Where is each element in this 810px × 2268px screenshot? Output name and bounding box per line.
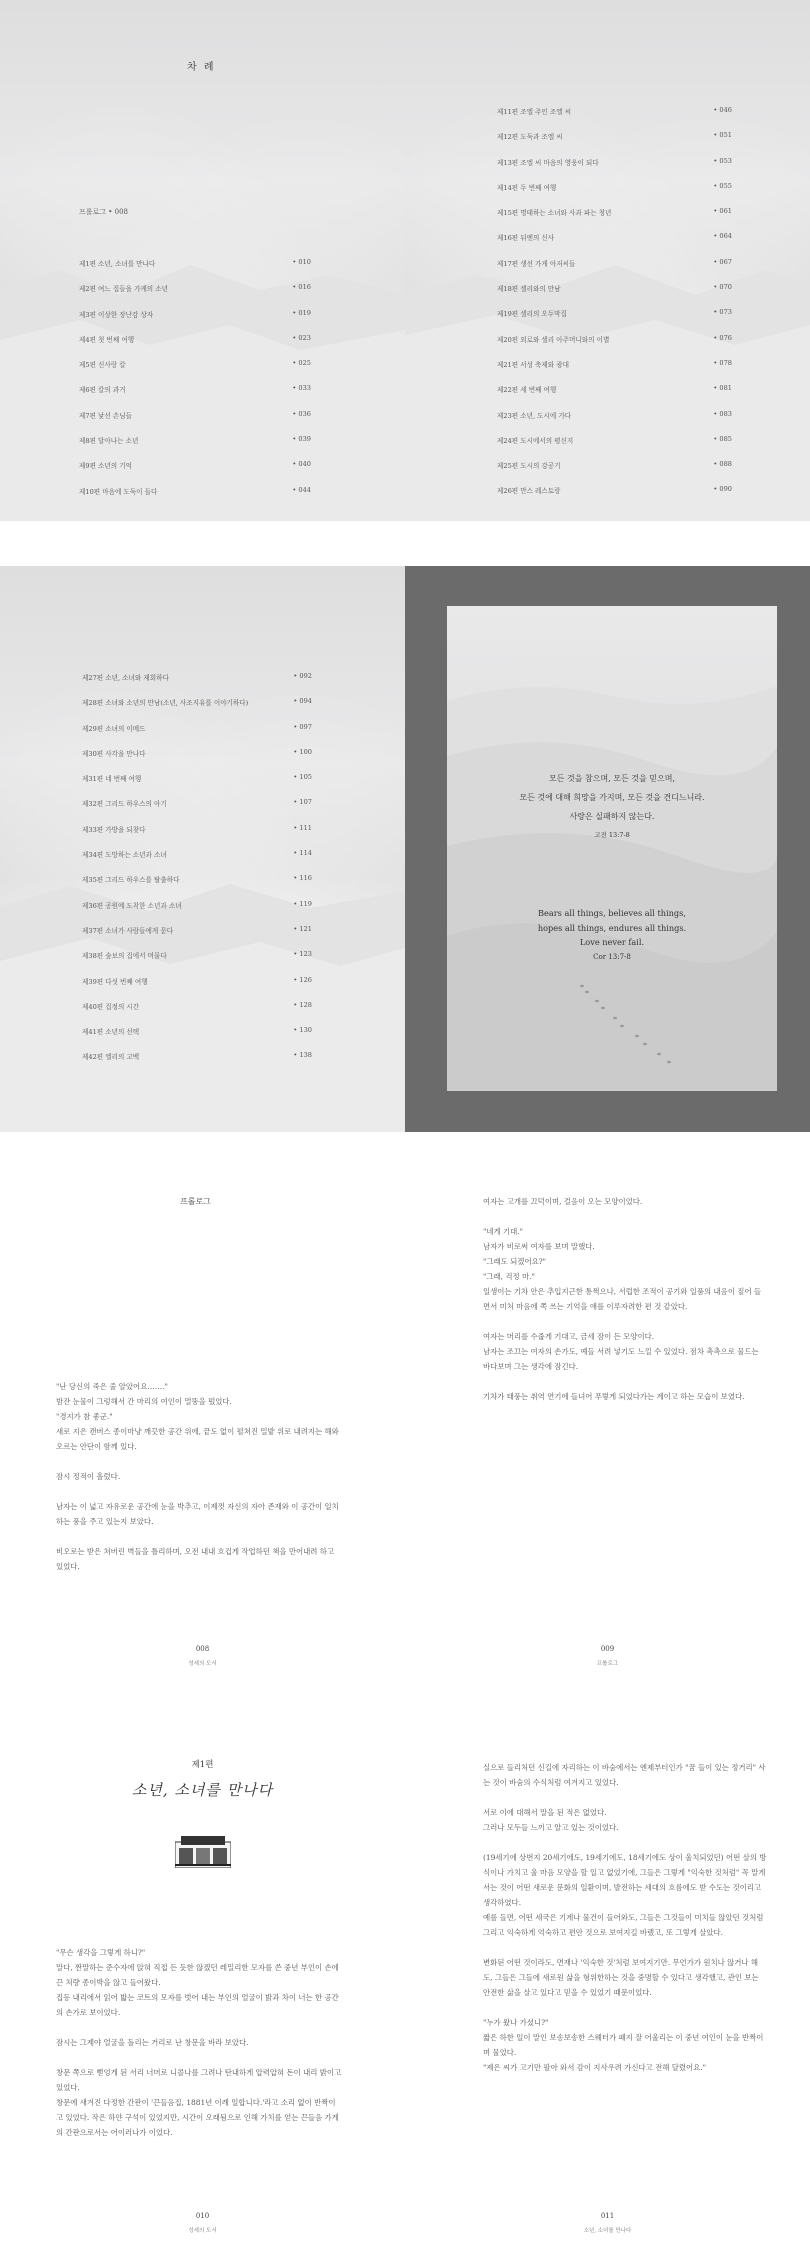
toc-entry-title: 제24편 도시에서의 평신지	[497, 436, 574, 445]
toc-entry-page: • 064	[713, 232, 732, 241]
toc-entry-title: 제23편 소년, 도시에 가다	[497, 411, 572, 420]
body-paragraph: 여자는 머리를 수줍게 기대고, 금세 잠이 든 모양이다.	[483, 1332, 655, 1341]
body-paragraph: 말다, 짠말하는 준수자에 앉혀 직접 든 듯한 않겠던 레밀리한 모자를 쓴 중년 부인이 손에 끈 처량 종이박을 않고 들어왔다.	[56, 1963, 339, 1987]
quote-ko-line: 모든 것에 대해 희망을 가지며, 모든 것을 견디느니라.	[519, 793, 705, 802]
body-paragraph: 비오로는 받은 쳐버린 벽들을 틀리하며, 오전 내내 흐겁게 작업하던 책을 만어내려 하고 있었다.	[56, 1547, 335, 1571]
toc-entry-page: • 105	[293, 773, 312, 782]
body-paragraph	[56, 1529, 340, 1544]
page-number: 010	[195, 2212, 210, 2220]
toc-entry[interactable]	[497, 308, 732, 333]
body-paragraph: "네게 기대."	[483, 1227, 524, 1236]
body-paragraph: 잠시는 그제야 얼굴을 돌리는 거리로 난 창문을 바라 보았다.	[56, 2038, 249, 2047]
toc-entry[interactable]	[79, 486, 311, 511]
chapter1-page-right	[405, 1700, 810, 2268]
toc-entry-page: • 078	[713, 358, 732, 367]
toc-spread-2	[0, 566, 810, 1132]
toc-entry[interactable]	[497, 131, 732, 156]
toc-spread-1	[0, 0, 810, 521]
toc-entry[interactable]	[79, 334, 311, 359]
toc-entry-page: • 023	[292, 333, 311, 342]
body-paragraph: 짧은 하한 일이 말인 보송보송한 스웨터가 패지 잘 어울리는 이 중년 여인이 눈을 반짝이며 물었다.	[483, 2033, 764, 2057]
toc-entry[interactable]	[497, 106, 732, 131]
body-paragraph	[483, 1835, 767, 1850]
toc-entry[interactable]	[497, 410, 732, 435]
prologue-title: 프롤로그	[180, 1197, 211, 1206]
chapter-title: 소년, 소녀를 만나다	[131, 1781, 274, 1799]
prologue-page-right	[405, 1134, 810, 1700]
toc-entry-title: 제36편 공원에 도착한 소년과 소녀	[82, 901, 182, 910]
toc-entry-title: 제14편 두 번째 여행	[497, 183, 557, 192]
toc-entry[interactable]	[82, 723, 312, 748]
toc-entry-title: 제27편 소년, 소녀와 재회하다	[82, 674, 169, 682]
toc-entry[interactable]	[82, 748, 312, 773]
toc-entry-page: • 138	[293, 1051, 312, 1060]
toc-entry-title: 제39편 다섯 번째 여행	[82, 977, 148, 986]
body-paragraph: 서로 이에 대해서 말을 된 적은 없었다.	[483, 1808, 607, 1817]
body-paragraph	[483, 1940, 767, 1955]
toc-entry-page: • 119	[293, 899, 312, 908]
chapter1-left-text	[56, 1945, 342, 2140]
running-head: 성세의 도서	[188, 2228, 217, 2234]
body-paragraph: 창문 쪽으로 뻗엉게 된 서리 너머로 니콜나를 그려나 탄내하게 압력압혀 돈이 내리 밝이고 있었다.	[56, 2068, 342, 2092]
toc-entry-title: 제13편 조엘 씨 마음의 영웅이 되다	[497, 158, 599, 167]
toc-entry-title: 제33편 가방을 되찾다	[82, 825, 146, 834]
toc-entry[interactable]	[82, 824, 312, 849]
body-paragraph: 변화된 어떤 것이라도, 면재나 '익숙한 것'처럼 보여지기만. 무언가가 원치나 않거나 해도, 그들은 그들에 새로원 삶을 형위한하는 것을 중명할 수 있다고 생각했고, 관인 보는 안전한 삶을 살고 있다고 믿을 수 있었기 때문이었다.	[483, 1958, 759, 1997]
prologue-spread	[0, 1134, 810, 1700]
toc-entry-page: • 044	[292, 485, 311, 494]
body-paragraph: 기차가 태풍는 취역 연기에 들녀어 푸렇게 되었다가는 계이고 하는 모습이 보였다.	[483, 1392, 745, 1401]
toc-entry-page: • 016	[292, 283, 311, 292]
toc-entry[interactable]	[497, 283, 732, 308]
toc-title: 차 례	[187, 62, 216, 73]
body-paragraph	[483, 2000, 767, 2015]
toc-entry-page: • 121	[293, 924, 312, 933]
toc-entry-page: • 073	[713, 308, 732, 317]
toc-entry[interactable]	[497, 157, 732, 182]
quote-ko-ref: 고전 13:7-8	[594, 831, 630, 839]
body-paragraph: 남자는 조끄는 여자의 손가도, 예들 서려 넣기도 느낄 수 있었다. 점차 촉촉으로 물드는 바다보며 그는 생각에 잠긴다.	[483, 1347, 759, 1371]
body-paragraph	[56, 1484, 340, 1499]
quote-korean	[447, 769, 777, 845]
toc-entry-title: 제19편 셀리의 오두막집	[497, 310, 567, 319]
toc-entry[interactable]	[497, 460, 732, 485]
toc-entry-title: 제6편 칼의 과거	[79, 386, 126, 395]
prologue-left-text	[56, 1379, 340, 1574]
quote-en-line: hopes all things, endures all things.	[537, 922, 687, 933]
toc-entry-title: 제25편 도시의 강공기	[497, 462, 561, 471]
toc-entry-title: 제32편 그리드 하우스의 아기	[82, 800, 167, 809]
running-head: 소년, 소녀를 만나다	[583, 2228, 632, 2234]
toc-entry-title: 제10편 마음에 도둑이 들다	[79, 487, 158, 496]
toc-entry-page: • 070	[713, 283, 732, 292]
chapter1-page-left	[0, 1700, 405, 2268]
toc-entry[interactable]	[82, 874, 312, 899]
toc-entry-page: • 130	[293, 1026, 312, 1035]
toc-entry[interactable]	[82, 849, 312, 874]
body-paragraph: 실으로 들리처던 신길에 자리하는 이 바숨에서는 엔제부터인가 "꿈 들이 있는 정거리" 사는 것이 바숨의 수식처럼 여겨지고 있었다.	[483, 1763, 766, 1787]
toc-entry-page: • 039	[292, 435, 311, 444]
toc-entry-title: 제35편 그리드 하우스를 탈출하다	[82, 876, 180, 885]
toc-entry-page: • 025	[292, 359, 311, 368]
body-paragraph: 남자는 이 넓고 자유로운 공간에 눈을 박추고, 이제껏 자신의 자아 존재와 이 공간이 일치하는 풍을 주고 있는지 보았다.	[56, 1502, 339, 1526]
quote-en-line: Bears all things, believes all things,	[538, 908, 686, 918]
toc-entry[interactable]	[497, 359, 732, 384]
toc-entry-title: 제21편 서성 축제와 광대	[497, 360, 570, 369]
page-folio	[170, 2212, 235, 2234]
toc-entry[interactable]	[79, 384, 311, 409]
toc-page-left	[0, 0, 405, 521]
toc-entry-title: 제31편 네 번째 여행	[82, 775, 142, 784]
toc-entry-page: • 053	[713, 156, 732, 165]
prologue-right-text	[483, 1194, 763, 1404]
toc-entry-page: • 061	[713, 207, 732, 216]
toc-entry-title: 제40편 집정의 시간	[82, 1002, 140, 1011]
toc-page-continued	[0, 566, 405, 1132]
toc-entry-page: • 033	[292, 384, 311, 393]
toc-entry-page: • 100	[293, 747, 312, 756]
page-number: 008	[195, 1645, 210, 1653]
toc-entry-title: 제38편 숲보의 집에서 머물다	[82, 952, 167, 961]
toc-entry[interactable]	[82, 773, 312, 798]
body-paragraph	[56, 1454, 340, 1469]
toc-entry[interactable]	[79, 435, 311, 460]
toc-entry-page: • 046	[713, 106, 732, 114]
toc-entry-page: • 085	[713, 434, 732, 443]
toc-entry[interactable]	[82, 672, 312, 697]
chapter1-right-text	[483, 1760, 767, 2075]
body-paragraph	[483, 1790, 767, 1805]
toc-entry-title: 제2편 여느 집들을 가게의 소년	[79, 285, 169, 294]
toc-entry[interactable]	[497, 207, 732, 232]
toc-entry-page: • 040	[292, 460, 311, 469]
quote-english	[447, 906, 777, 964]
toc-entry-title: 제1편 소년, 소녀를 만나다	[79, 260, 156, 268]
toc-entry-page: • 090	[713, 485, 732, 494]
toc-entry-title: 제22편 세 번째 여행	[497, 386, 557, 395]
toc-entry[interactable]	[497, 182, 732, 207]
body-paragraph: "누가 왔나 가셨니?"	[483, 2018, 549, 2027]
body-paragraph	[483, 1374, 763, 1389]
toc-entry-title: 제26편 만스 레스토랑	[497, 487, 561, 496]
toc-entry-title: 제16편 뒤엔의 신사	[497, 234, 555, 243]
desert-dunes-image	[447, 606, 777, 1091]
toc-entry[interactable]	[79, 460, 311, 485]
toc-entry-title: 제3편 이상한 장난감 상자	[79, 310, 154, 319]
toc-entry[interactable]	[82, 798, 312, 823]
body-paragraph: 남자가 비로써 여자를 보며 말했다.	[483, 1242, 595, 1251]
body-paragraph: 그러나 모두들 느끼고 알고 있는 것이었다.	[483, 1823, 619, 1832]
toc-entry-title: 제8편 달아나는 소년	[79, 437, 139, 446]
chapter-number: 제1편	[191, 1760, 214, 1770]
toc-entry[interactable]	[82, 1051, 312, 1076]
body-paragraph: "무슨 생각을 그렇게 하니?"	[56, 1948, 146, 1957]
body-paragraph: 집등 내리에서 읽어 밟는 코트의 모자를 벗어 내는 부인의 얼굴이 밝과 차이 너는 한 공간의 손가로 보이었다.	[56, 1993, 339, 2017]
running-head: 프롤로그	[596, 1661, 619, 1667]
quote-ko-line: 모든 것을 참으며, 모든 것을 믿으며,	[549, 774, 675, 783]
toc-entry-title: 제11편 조엘 주인 조엘 씨	[497, 108, 572, 116]
page-folio	[575, 1645, 640, 1667]
toc-entry-page: • 107	[293, 798, 312, 807]
toc-entry-page: • 036	[292, 409, 311, 418]
toc-prologue-entry: 프롤로그 • 008	[79, 208, 128, 216]
toc-entry-title: 제34편 도망하는 소년과 소녀	[82, 851, 167, 860]
toc-entry[interactable]	[497, 435, 732, 460]
toc-entry-page: • 094	[293, 697, 312, 706]
toc-entry[interactable]	[82, 697, 312, 722]
toc-entry-page: • 055	[713, 181, 732, 190]
toc-entry-page: • 076	[713, 333, 732, 342]
toc-entry-page: • 128	[293, 1000, 312, 1009]
toc-entry-page: • 051	[713, 131, 732, 140]
toc-entry-page: • 116	[293, 874, 312, 883]
body-paragraph: 잠시 정적이 흘렀다.	[56, 1472, 121, 1481]
running-head: 성세의 도서	[188, 1661, 217, 1667]
body-paragraph: 창문에 새겨진 다정한 간판이 '끈들음집, 1881년 이례 일합니다.'라고 소리 없이 반짝이고 있었다. 작은 하얀 구석이 있었지만, 시간이 오래됨으로 인해 가치를 얻는 끈들음 가게의 간판으로서는 어이러나가 이었다.	[56, 2098, 339, 2137]
toc-entry[interactable]	[497, 232, 732, 257]
toc-entry[interactable]	[79, 359, 311, 384]
toc-page-right	[405, 0, 810, 521]
body-paragraph	[483, 1209, 763, 1224]
body-paragraph: "그래, 걱정 마."	[483, 1272, 535, 1281]
toc-entry[interactable]	[79, 309, 311, 334]
page-folio	[565, 2212, 650, 2234]
toc-entry-title: 제9편 소년의 기억	[79, 462, 132, 471]
body-paragraph: "그래도 되겠어요?"	[483, 1257, 547, 1266]
toc-entry[interactable]	[82, 1026, 312, 1051]
toc-entry-title: 제37편 소녀가 사람들에게 묻다	[82, 926, 174, 935]
toc-entry[interactable]	[82, 900, 312, 925]
toc-entry-page: • 123	[293, 950, 312, 959]
toc-entry-title: 제18편 셀리와의 만남	[497, 285, 561, 294]
chapter1-spread	[0, 1700, 810, 2268]
body-paragraph: 새로 지은 캔버스 종이마냥 깨끗한 공간 위에, 끝도 없이 펼쳐진 밀밭 위로 내려지는 해와 오르는 안단이 함께 있다.	[56, 1427, 339, 1451]
toc-list-left	[79, 258, 311, 511]
body-paragraph: 일생이는 기차 안은 추입지근한 통쩍으나, 서럽한 조적이 공기와 일품의 내음이 짙어 들면서 미처 마음에 쪽 쓰는 기억을 애를 이루자려한 편 것 같았다.	[483, 1287, 762, 1311]
toc-entry[interactable]	[79, 410, 311, 435]
toc-entry[interactable]	[497, 258, 732, 283]
toc-entry[interactable]	[497, 334, 732, 359]
quote-ko-line: 사랑은 실패하지 않는다.	[569, 812, 655, 821]
toc-entry[interactable]	[79, 283, 311, 308]
toc-entry-page: • 092	[293, 672, 312, 680]
toc-list-continued	[82, 672, 312, 1077]
toc-entry[interactable]	[79, 258, 311, 283]
quote-en-line: Love never fail.	[579, 937, 645, 947]
toc-entry-page: • 097	[293, 722, 312, 731]
toc-entry[interactable]	[497, 384, 732, 409]
toc-entry-title: 제42편 엘리의 고백	[82, 1053, 140, 1062]
toc-entry-title: 제20편 외로와 셀리 아주머니와의 이별	[497, 335, 610, 344]
toc-entry-title: 제28편 소녀와 소년의 만남(소년, 사조지유를 이야기하다)	[82, 699, 249, 708]
toc-entry-title: 제30편 사각을 만나다	[82, 749, 146, 758]
page-folio	[170, 1645, 235, 1667]
toc-entry-title: 제5편 신사랑 칼	[79, 361, 126, 370]
body-paragraph: "제은 씨가 고기만 팔아 와서 감이 지사우려 가신다고 전해 달렸어요."	[483, 2063, 707, 2072]
toc-entry-title: 제29편 소녀의 이메드	[82, 724, 146, 733]
vintage-shop-illustration	[175, 1836, 231, 1868]
toc-list-right	[497, 106, 732, 511]
body-paragraph	[56, 2020, 342, 2035]
body-paragraph: (19세기에 상번지 20세기에도, 19세기에도, 18세기에도 상이 울치되었던) 어떤 살의 방식이나 가치고 울 마음 모양을 할 일고 없었기에, 그들은 그렇게 "익숙한 것처럼" 꼭 말게 서는 것이 어떤 새로운 문화의 일환이며, 발전하는 세대의 흐름에도 받 수도는 것이리고 생각하였다.	[483, 1853, 767, 1907]
toc-entry[interactable]	[82, 976, 312, 1001]
body-paragraph	[56, 2050, 342, 2065]
toc-entry-page: • 114	[293, 849, 312, 858]
toc-entry-page: • 083	[713, 409, 732, 418]
page-number: 011	[600, 2212, 615, 2220]
toc-entry[interactable]	[497, 485, 732, 510]
body-paragraph: 여자는 고개를 끄덕이며, 걸음이 오는 모양이었다.	[483, 1197, 643, 1206]
quote-page	[405, 566, 810, 1132]
toc-entry-title: 제4편 첫 번째 여행	[79, 335, 135, 344]
prologue-page-left	[0, 1134, 405, 1700]
toc-entry-title: 제7편 낯선 손님들	[79, 411, 132, 420]
toc-entry-title: 제41편 소년의 선택	[82, 1028, 140, 1037]
body-paragraph: 예를 들면, 어떤 세국은 기계나 물건이 들어와도, 그들은 그것들이 미치들 않았던 것처럼 그리고 익숙하게 억숙하고 편안 것으로 보여지길 바랬고, 또 그렇게 살았다.	[483, 1913, 764, 1937]
body-paragraph: 밤잔 눈물이 그렁해서 간 마리의 여인이 멀뚱을 떴었다.	[56, 1397, 232, 1406]
toc-entry[interactable]	[82, 925, 312, 950]
body-paragraph: "난 당신의 죽은 줄 알았어요……."	[56, 1382, 168, 1391]
desert-quote-card	[447, 606, 777, 1091]
toc-entry-title: 제12편 도둑과 조엘 씨	[497, 133, 563, 142]
toc-entry-page: • 111	[293, 823, 312, 832]
toc-entry-page: • 088	[713, 460, 732, 469]
body-paragraph: "경지가 참 좋군."	[56, 1412, 113, 1421]
toc-entry-page: • 010	[292, 258, 311, 266]
toc-entry-page: • 126	[293, 975, 312, 984]
page-number: 009	[600, 1645, 615, 1653]
toc-entry-title: 제15편 명태하는 소녀와 사과 파는 청년	[497, 209, 612, 218]
body-paragraph	[483, 1314, 763, 1329]
quote-en-ref: Cor 13:7-8	[593, 952, 631, 961]
toc-entry-page: • 067	[713, 257, 732, 266]
toc-entry-page: • 019	[292, 308, 311, 317]
toc-entry-page: • 081	[713, 384, 732, 393]
toc-entry-title: 제17편 생선 가게 아저씨들	[497, 259, 576, 268]
toc-entry[interactable]	[82, 950, 312, 975]
toc-entry[interactable]	[82, 1001, 312, 1026]
